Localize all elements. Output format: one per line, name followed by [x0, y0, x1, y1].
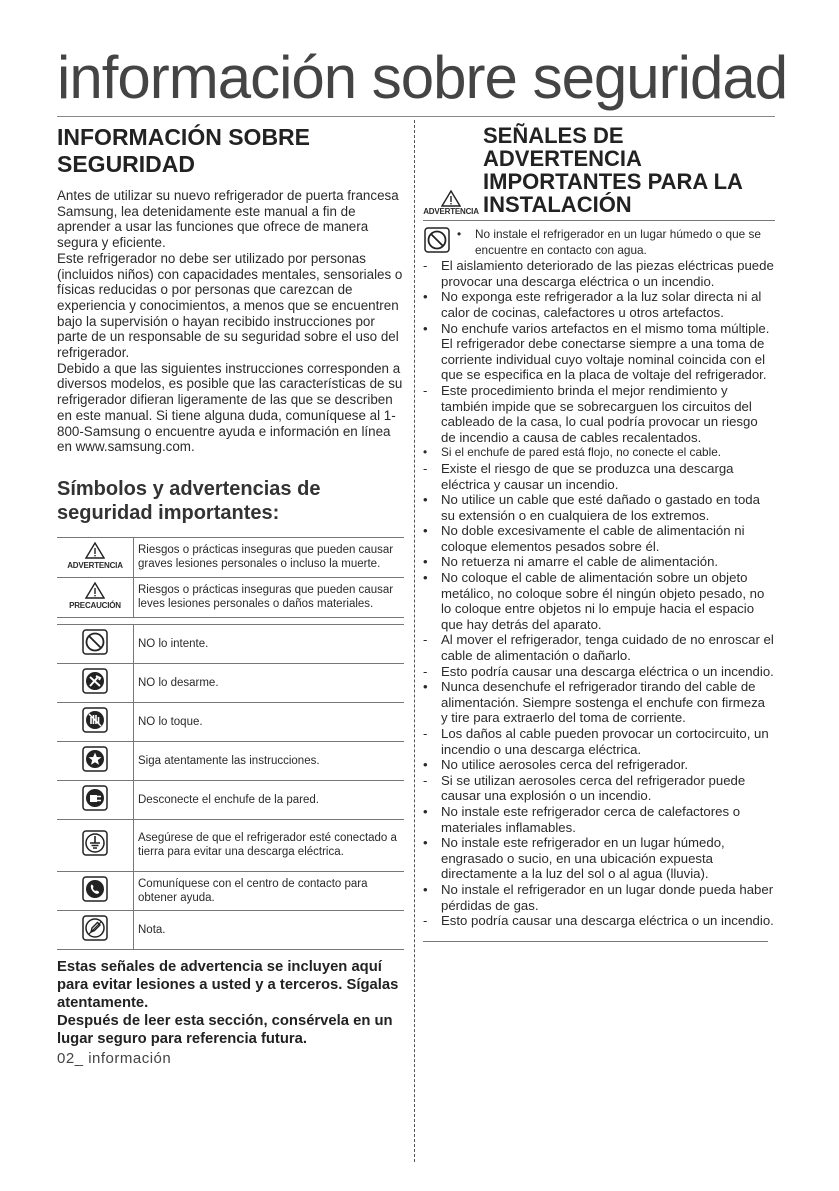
list-item: [423, 383, 775, 445]
column-divider: [414, 120, 415, 1162]
list-item: [423, 321, 775, 383]
right-column: [423, 124, 775, 942]
symbol-row: [57, 702, 404, 741]
symbol-row: [57, 819, 404, 871]
item-marker: •: [423, 803, 428, 819]
no-attempt-item: • No instale el refrigerador en un lugar húmedo o que se encuentre en contacto con agua.: [423, 227, 775, 258]
caution-text: Riesgos o prácticas inseguras que pueden causar leves lesiones personales o daños materiales.: [134, 577, 405, 617]
list-item: [423, 258, 775, 289]
intro-paragraph: Debido a que las siguientes instrucciones corresponden a diversos modelos, es posible que las características de su refrigerador difieran ligeramente de las que se describen en este manual. Si tiene alguna duda, comuníquese al 1-800-Samsung o encuentre ayuda e información en línea en www.samsung.com.: [57, 360, 403, 455]
item-text: Este procedimiento brinda el mejor rendimiento y también impide que se sobrecarguen los circuitos del cableado de la casa, lo cual podría provocar un riesgo de incendio a causa de cables recalentados.: [441, 382, 758, 445]
symbols-title: Símbolos y advertencias de seguridad importantes:: [57, 477, 321, 524]
item-marker: •: [423, 570, 428, 586]
heading-rule: [57, 116, 775, 117]
caution-label: PRECAUCIÓN: [69, 600, 121, 610]
title-rule: [423, 220, 775, 221]
intro-text: [57, 188, 404, 455]
item-text: Al mover el refrigerador, tenga cuidado de no enroscar el cable de alimentación o dañarlo.: [441, 632, 774, 664]
list-item: [423, 632, 775, 663]
item-marker: •: [423, 289, 428, 305]
phone-icon: [82, 876, 108, 902]
item-marker: •: [423, 445, 428, 460]
item-text: Los daños al cable pueden provocar un cortocircuito, un incendio o una descarga eléctrica.: [441, 726, 769, 757]
item-text: No instale el refrigerador en un lugar húmedo o que se encuentre en contacto con agua.: [475, 227, 761, 257]
warning-items-list: [423, 258, 775, 929]
symbol-text: NO lo desarme.: [134, 663, 405, 702]
ground-icon: [82, 830, 108, 856]
no-attempt-icon: [423, 227, 451, 253]
list-item: [423, 461, 775, 492]
item-marker: -: [423, 663, 428, 679]
item-text: No instale este refrigerador cerca de calefactores o materiales inflamables.: [441, 803, 741, 835]
item-text: No exponga este refrigerador a la luz solar directa ni al calor de cocinas, calefactores u otros artefactos.: [441, 289, 762, 320]
warning-triangle-icon: [85, 542, 105, 559]
symbols-table: [57, 537, 404, 950]
list-item: [423, 913, 775, 929]
item-text: Si el enchufe de pared está flojo, no conecte el cable.: [441, 445, 722, 460]
warning-label: ADVERTENCIA: [67, 560, 123, 570]
item-marker: •: [423, 492, 428, 508]
warning-triangle-icon: [441, 190, 461, 207]
list-item: [423, 492, 775, 523]
section-title: INFORMACIÓN SOBRE SEGURIDAD: [57, 124, 310, 177]
symbol-text: Desconecte el enchufe de la pared.: [134, 780, 405, 819]
item-text: No utilice aerosoles cerca del refrigerador.: [441, 757, 689, 773]
no-disassemble-icon: [82, 668, 108, 694]
symbol-text: NO lo toque.: [134, 702, 405, 741]
right-title-line: SEÑALES DE ADVERTENCIA: [483, 123, 642, 171]
item-text: No doble excesivamente el cable de alimentación ni coloque elementos pesados sobre él.: [441, 523, 745, 554]
item-marker: •: [423, 757, 428, 773]
item-text: Si se utilizan aerosoles cerca del refrigerador puede causar una explosión o un incendio.: [441, 772, 746, 804]
item-marker: -: [423, 382, 428, 398]
list-item: [423, 523, 775, 554]
symbol-row: [57, 624, 404, 663]
list-item: [423, 882, 775, 913]
warning-row: [57, 537, 404, 577]
item-text: No coloque el cable de alimentación sobre un objeto metálico, no coloque sobre él ningún objeto pesado, no lo coloque entre objetos ni lo empuje hacia el espacio que hay detrás del aparato.: [441, 570, 765, 632]
list-item: [423, 445, 775, 461]
note-icon: [82, 915, 108, 941]
page-heading: información sobre seguridad: [57, 44, 788, 111]
item-marker: -: [423, 913, 428, 929]
list-item: [423, 554, 775, 570]
item-marker: •: [423, 881, 428, 897]
no-attempt-icon: [82, 629, 108, 655]
item-text: Esto podría causar una descarga eléctrica o un incendio.: [441, 663, 774, 679]
list-item: [423, 804, 775, 835]
unplug-icon: [82, 785, 108, 811]
right-title-line: INSTALACIÓN: [483, 192, 632, 217]
list-item: [423, 570, 775, 632]
symbol-row: [57, 741, 404, 780]
list-item: [423, 679, 775, 726]
list-item: [423, 664, 775, 680]
page-footer: 02_ información: [57, 1049, 172, 1067]
right-title-line: IMPORTANTES PARA LA: [483, 169, 743, 194]
symbol-text: NO lo intente.: [134, 624, 405, 663]
item-marker: -: [423, 258, 428, 274]
list-item: [423, 289, 775, 320]
item-text: No enchufe varios artefactos en el mismo toma múltiple. El refrigerador debe conectarse siempre a una toma de corriente individual cuyo voltaje nominal coincida con el que se especifica en la placa de voltaje del refrigerador.: [441, 320, 770, 383]
no-touch-icon: [82, 707, 108, 733]
warning-label: ADVERTENCIA: [423, 207, 479, 216]
item-marker: -: [423, 460, 428, 476]
list-item: [423, 757, 775, 773]
item-marker: •: [423, 523, 428, 539]
item-marker: •: [423, 679, 428, 695]
left-column: [57, 124, 404, 1067]
intro-paragraph: Este refrigerador no debe ser utilizado por personas (incluidos niños) con capacidades mentales, sensoriales o físicas reducidas o por personas que carezcan de experiencia y conocimientos, a menos que se encuentren bajo la supervisión o hayan recibido instrucciones por parte de un responsable de su seguridad sobre el uso del refrigerador.: [57, 250, 403, 361]
item-text: Existe el riesgo de que se produzca una descarga eléctrica y causar un incendio.: [441, 460, 734, 492]
closing-line: Estas señales de advertencia se incluyen aquí para evitar lesiones a usted y a terceros. Sígalas atentamente.: [57, 958, 399, 1011]
item-marker: -: [423, 772, 428, 788]
caution-row: [57, 577, 404, 617]
symbol-text: Siga atentamente las instrucciones.: [134, 741, 405, 780]
symbol-text: Asegúrese de que el refrigerador esté conectado a tierra para evitar una descarga eléctrica.: [134, 819, 405, 871]
symbol-row: [57, 663, 404, 702]
item-text: Esto podría causar una descarga eléctrica o un incendio.: [441, 913, 774, 929]
closing-line: Después de leer esta sección, consérvela en un lugar seguro para referencia futura.: [57, 1012, 393, 1047]
item-marker: •: [423, 554, 428, 570]
list-item: [423, 835, 775, 882]
symbol-row: [57, 910, 404, 949]
item-marker: -: [423, 632, 428, 648]
end-rule: [423, 941, 768, 942]
follow-instructions-icon: [82, 746, 108, 772]
symbol-row: [57, 871, 404, 910]
caution-triangle-icon: [85, 582, 105, 599]
symbol-text: Nota.: [134, 910, 405, 949]
list-item: [423, 773, 775, 804]
item-text: No retuerza ni amarre el cable de alimentación.: [441, 554, 719, 570]
intro-paragraph: Antes de utilizar su nuevo refrigerador de puerta francesa Samsung, lea detenidamente este manual a fin de aprender a usar las funciones que ofrece de manera segura y eficiente.: [57, 188, 399, 251]
warning-text: Riesgos o prácticas inseguras que pueden causar graves lesiones personales o incluso la muerte.: [134, 537, 405, 577]
symbol-text: Comuníquese con el centro de contacto para obtener ayuda.: [134, 871, 405, 910]
item-marker: •: [423, 320, 428, 336]
item-text: El aislamiento deteriorado de las piezas eléctricas puede provocar una descarga eléctrica o un incendio.: [441, 258, 774, 289]
item-text: No instale este refrigerador en un lugar húmedo, engrasado o sucio, en una ubicación expuesta directamente a la luz del sol o al agua (lluvia).: [441, 835, 725, 882]
list-item: [423, 726, 775, 757]
item-text: No instale el refrigerador en un lugar donde pueda haber pérdidas de gas.: [441, 881, 774, 913]
closing-note: [57, 958, 404, 1048]
item-text: No utilice un cable que esté dañado o gastado en toda su extensión o en cualquiera de los extremos.: [441, 492, 760, 523]
symbol-row: [57, 780, 404, 819]
item-marker: -: [423, 726, 428, 741]
item-text: Nunca desenchufe el refrigerador tirando del cable de alimentación. Siempre sostenga el enchufe con firmeza y tire para extraerlo del toma de corriente.: [441, 679, 766, 726]
item-marker: •: [423, 835, 428, 851]
